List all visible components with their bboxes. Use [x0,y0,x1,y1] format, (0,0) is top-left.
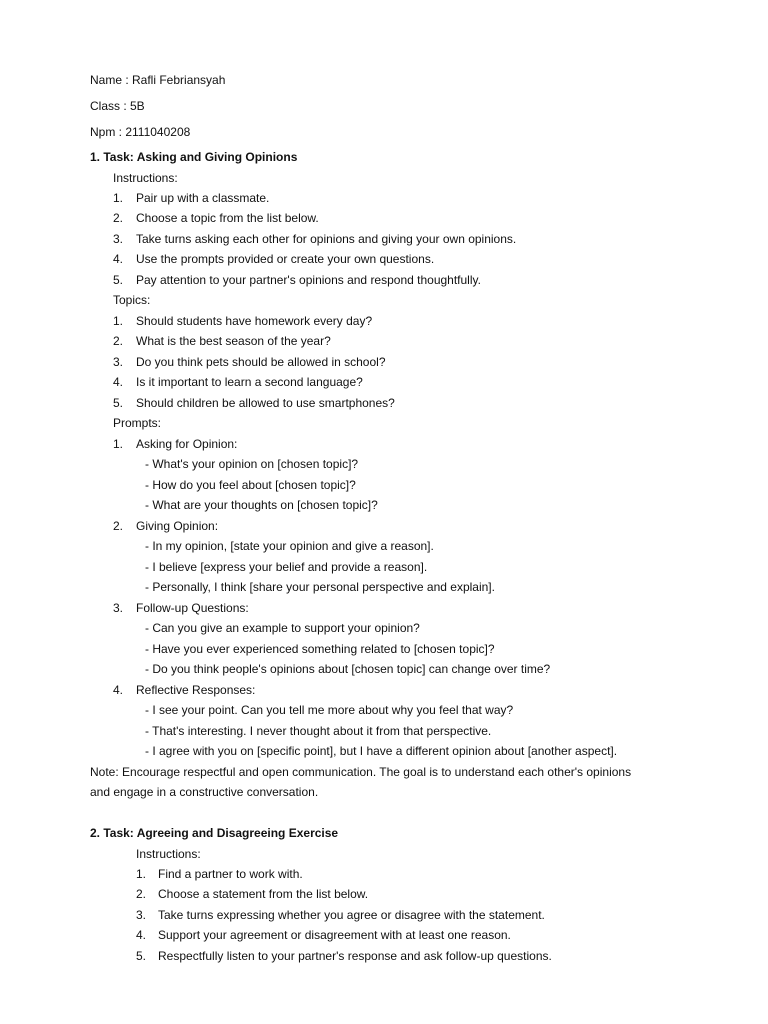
task1-title: 1. Task: Asking and Giving Opinions [90,150,298,164]
list-item: Use the prompts provided or create your own questions. [136,252,435,266]
list-item: What is the best season of the year? [136,334,331,348]
list-item: Take turns expressing whether you agree or disagree with the statement. [158,908,545,922]
student-npm: Npm : 2111040208 [90,125,191,139]
task1-note-line2: and engage in a constructive conversation. [90,785,319,799]
prompt-group-label: Asking for Opinion: [136,437,238,451]
prompt-item: - Have you ever experienced something related to [chosen topic]? [145,642,495,656]
list-number: 2. [113,519,124,533]
list-item: Choose a topic from the list below. [136,211,319,225]
list-number: 2. [113,334,124,348]
prompt-group-label: Reflective Responses: [136,683,256,697]
list-number: 4. [113,252,124,266]
list-number: 3. [113,355,124,369]
task1-note-line1: Note: Encourage respectful and open communication. The goal is to understand each other's opinions [90,765,632,779]
prompt-item: - That's interesting. I never thought about it from that perspective. [145,724,492,738]
prompt-group-label: Giving Opinion: [136,519,219,533]
prompt-item: - I agree with you on [specific point], but I have a different opinion about [another aspect]. [145,744,618,758]
list-item: Pair up with a classmate. [136,191,270,205]
list-item: Choose a statement from the list below. [158,887,369,901]
task2-instructions-label: Instructions: [136,847,201,861]
list-item: Do you think pets should be allowed in school? [136,355,386,369]
list-number: 1. [113,437,124,451]
prompt-item: - Can you give an example to support your opinion? [145,621,420,635]
list-number: 1. [113,191,124,205]
prompt-item: - In my opinion, [state your opinion and give a reason]. [145,539,434,553]
task1-instructions-label: Instructions: [113,171,178,185]
list-item: Support your agreement or disagreement with at least one reason. [158,928,511,942]
list-item: Is it important to learn a second language? [136,375,363,389]
list-number: 5. [113,273,124,287]
list-item: Take turns asking each other for opinions and giving your own opinions. [136,232,517,246]
prompt-item: - What are your thoughts on [chosen topic]? [145,498,378,512]
list-number: 5. [113,396,124,410]
task2-title: 2. Task: Agreeing and Disagreeing Exercise [90,826,339,840]
list-number: 1. [113,314,124,328]
prompt-item: - What's your opinion on [chosen topic]? [145,457,359,471]
list-item: Find a partner to work with. [158,867,303,881]
list-number: 5. [136,949,147,963]
list-number: 4. [113,683,124,697]
list-number: 2. [136,887,147,901]
list-item: Should children be allowed to use smartphones? [136,396,395,410]
prompt-item: - Personally, I think [share your personal perspective and explain]. [145,580,495,594]
list-number: 3. [113,232,124,246]
student-class: Class : 5B [90,99,145,113]
list-number: 1. [136,867,147,881]
task1-topics-label: Topics: [113,293,151,307]
list-item: Pay attention to your partner's opinions and respond thoughtfully. [136,273,481,287]
prompt-item: - I believe [express your belief and provide a reason]. [145,560,428,574]
list-number: 4. [136,928,147,942]
list-number: 2. [113,211,124,225]
list-number: 3. [113,601,124,615]
prompt-group-label: Follow-up Questions: [136,601,249,615]
list-number: 4. [113,375,124,389]
student-name: Name : Rafli Febriansyah [90,73,226,87]
prompt-item: - Do you think people's opinions about [chosen topic] can change over time? [145,662,551,676]
list-item: Respectfully listen to your partner's response and ask follow-up questions. [158,949,552,963]
task1-prompts-label: Prompts: [113,416,162,430]
list-item: Should students have homework every day? [136,314,373,328]
prompt-item: - How do you feel about [chosen topic]? [145,478,356,492]
prompt-item: - I see your point. Can you tell me more about why you feel that way? [145,703,514,717]
list-number: 3. [136,908,147,922]
